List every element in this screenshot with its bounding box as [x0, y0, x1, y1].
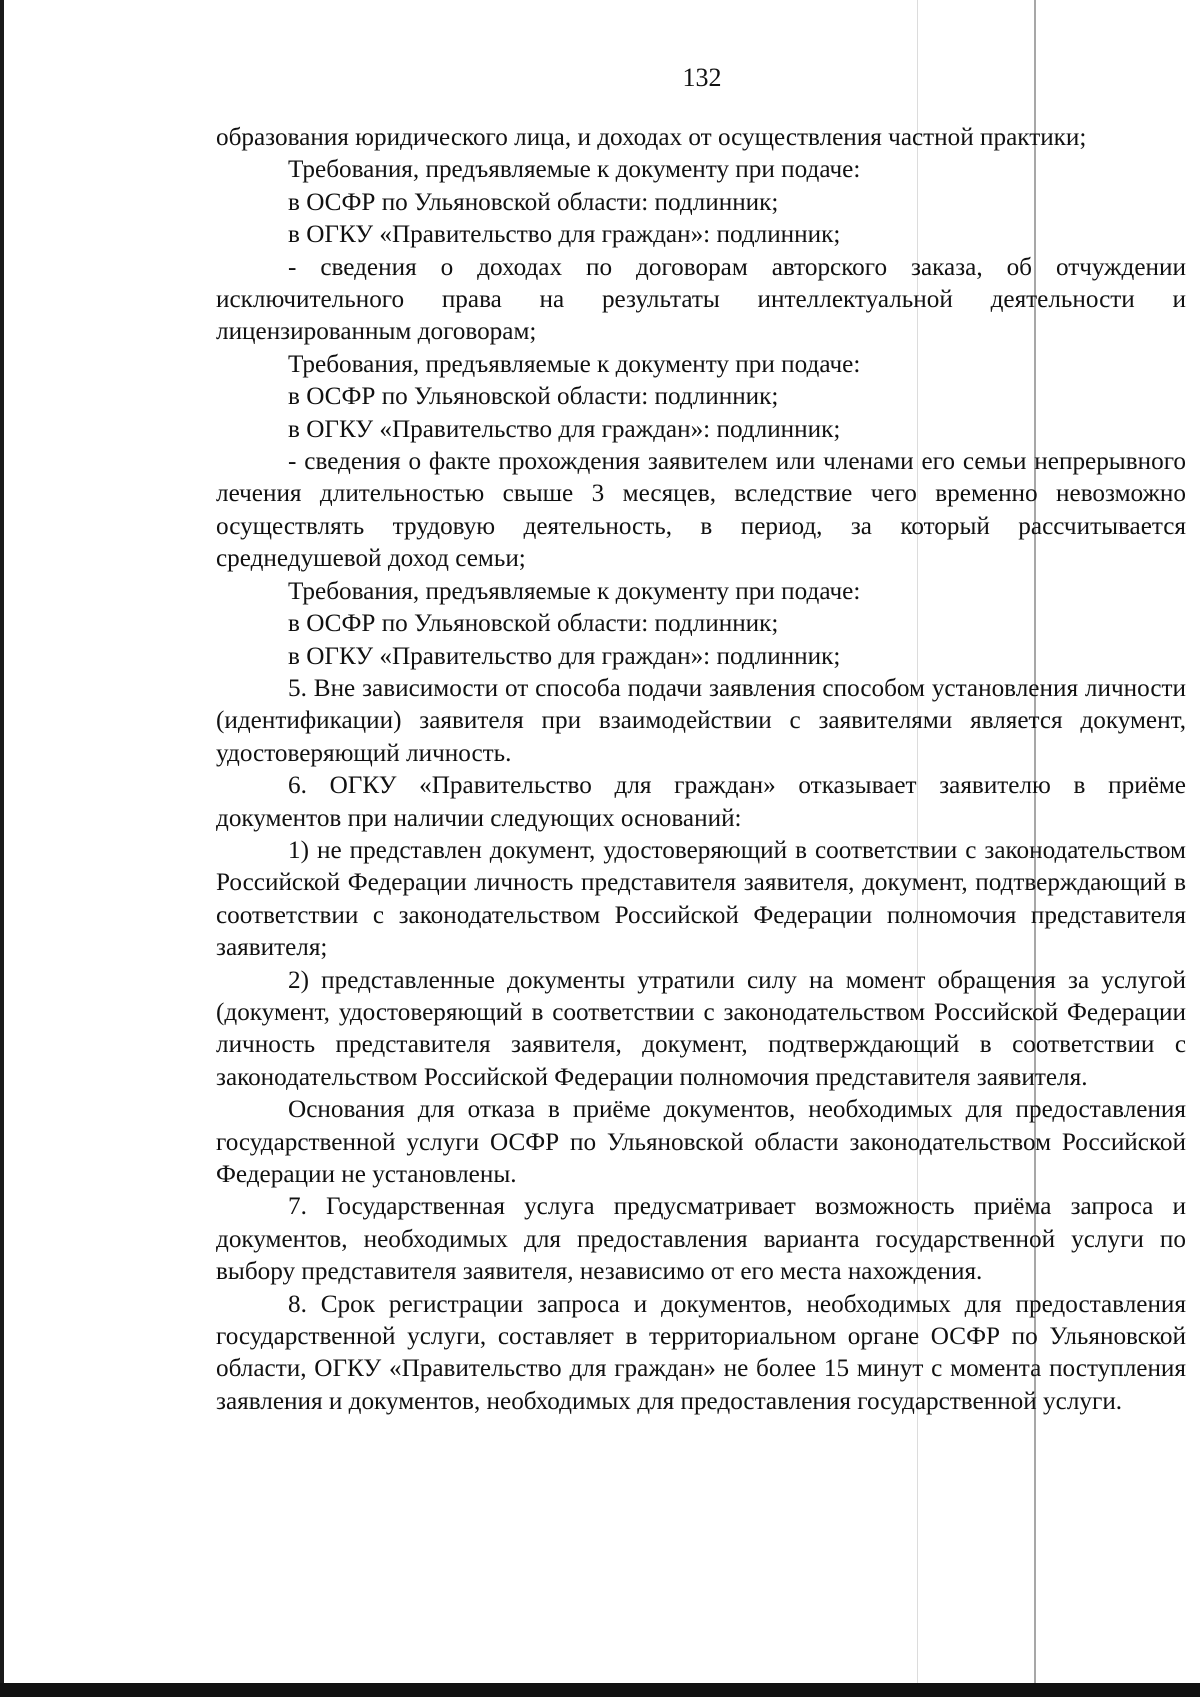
paragraph-item-8-registration-term: 8. Срок регистрации запроса и документов, необходимых для предоставления государственной услуги, составляет в территориальном органе ОСФР по Ульяновской области, ОГКУ «Правительство для граждан» не более 15 минут с момента поступления заявления и документов, необходимых для предоставления государственной услуги. — [216, 1290, 1186, 1415]
paragraph-author-contracts: - сведения о доходах по договорам авторского заказа, об отчуждении исключительного права на результаты интеллектуальной деятельности и лицензированным договорам; — [216, 253, 1186, 346]
paragraph-osfr-original-2: в ОСФР по Ульяновской области: подлинник; — [288, 383, 779, 411]
document-body — [216, 122, 1186, 1418]
paragraph-osfr-original-3: в ОСФР по Ульяновской области: подлинник; — [288, 610, 779, 638]
paragraph-item-7-extraterritorial: 7. Государственная услуга предусматривает возможность приёма запроса и документов, необходимых для предоставления варианта государственной услуги по выбору представителя заявителя, независимо от его места нахождения. — [216, 1193, 1186, 1286]
paragraph-item-5-identification: 5. Вне зависимости от способа подачи заявления способом установления личности (идентификации) заявителя при взаимодействии с заявителями является документ, удостоверяющий личность. — [216, 674, 1186, 767]
scan-left-edge — [0, 0, 4, 1697]
scan-bottom-edge — [0, 1683, 1200, 1697]
paragraph-income-private-practice: образования юридического лица, и доходах от осуществления частной практики; — [216, 124, 1087, 151]
paragraph-requirements-3: Требования, предъявляемые к документу при подаче: — [288, 577, 861, 605]
page-number: 132 — [682, 63, 722, 92]
paragraph-ground-2: 2) представленные документы утратили силу на момент обращения за услугой (документ, удостоверяющий в соответствии с законодательством Российской Федерации личность представителя заявителя, документ, подтверждающий в соответствии с законодательством Российской Федерации полномочия представителя заявителя. — [216, 966, 1186, 1091]
paragraph-ground-1: 1) не представлен документ, удостоверяющий в соответствии с законодательством Российской Федерации личность представителя заявителя, документ, подтверждающий в соответствии с законодательством Российской Федерации полномочия представителя заявителя; — [216, 836, 1186, 962]
paragraph-ogku-original-1: в ОГКУ «Правительство для граждан»: подлинник; — [288, 221, 841, 249]
paragraph-ogku-original-2: в ОГКУ «Правительство для граждан»: подлинник; — [288, 415, 841, 443]
paragraph-requirements-2: Требования, предъявляемые к документу при подаче: — [288, 350, 861, 378]
paragraph-requirements-1: Требования, предъявляемые к документу при подаче: — [288, 156, 861, 184]
paragraph-osfr-original-1: в ОСФР по Ульяновской области: подлинник; — [288, 188, 779, 216]
paragraph-treatment-info: - сведения о факте прохождения заявителем или членами его семьи непрерывного лечения длительностью свыше 3 месяцев, вследствие чего временно невозможно осуществлять трудовую деятельность, в период, за который рассчитывается среднедушевой доход семьи; — [216, 448, 1186, 573]
paragraph-refusal-grounds-osfr: Основания для отказа в приёме документов, необходимых для предоставления государственной услуги ОСФР по Ульяновской области законодательством Российской Федерации не установлены. — [216, 1096, 1186, 1188]
paragraph-item-6-refusal: 6. ОГКУ «Правительство для граждан» отказывает заявителю в приёме документов при наличии следующих оснований: — [216, 772, 1186, 832]
paragraph-ogku-original-3: в ОГКУ «Правительство для граждан»: подлинник; — [288, 642, 841, 670]
